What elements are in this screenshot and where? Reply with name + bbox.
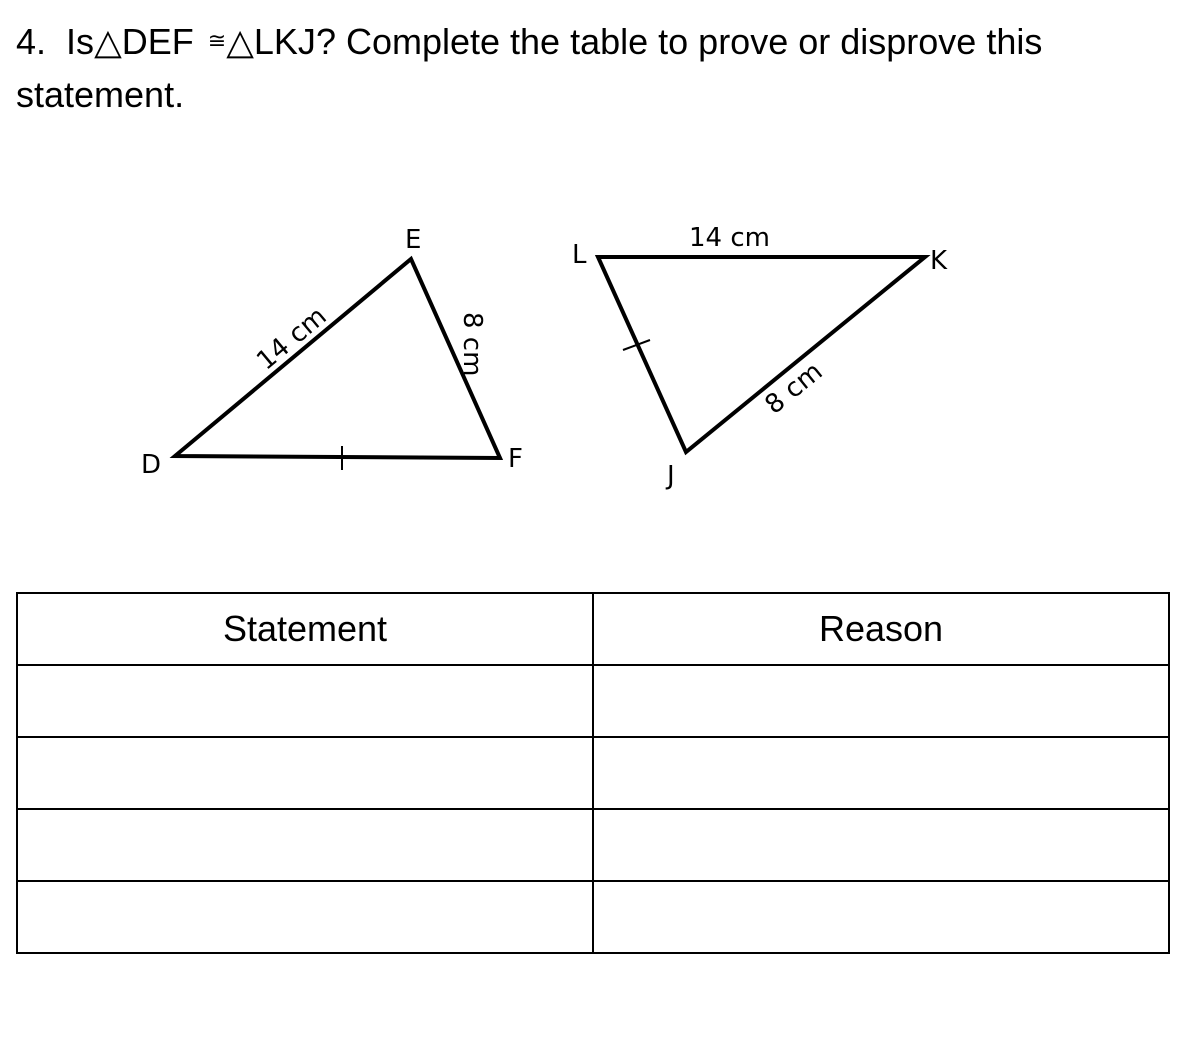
question-number: 4.	[16, 21, 47, 62]
statement-cell[interactable]	[17, 737, 593, 809]
table-header-row	[17, 593, 1169, 665]
side-de-measure: 14 cm	[251, 301, 333, 377]
table-row	[17, 665, 1169, 737]
statement-cell[interactable]	[17, 665, 593, 737]
triangle-def-name: DEF	[121, 21, 194, 62]
triangle-lkj-name: LKJ	[253, 21, 316, 62]
triangle-lkj-shape	[598, 257, 925, 452]
table-row	[17, 737, 1169, 809]
triangle-symbol-icon: △	[94, 21, 122, 62]
reason-cell[interactable]	[593, 665, 1169, 737]
triangle-def	[141, 225, 523, 480]
statement-cell[interactable]	[17, 881, 593, 953]
side-lk-measure: 14 cm	[689, 223, 770, 253]
proof-table	[16, 592, 1170, 954]
question-rest: ? Complete the table to prove or disprove this	[315, 21, 1043, 62]
question-line-2: statement.	[16, 74, 185, 115]
reason-header: Reason	[593, 593, 1169, 665]
vertex-l-label: L	[572, 240, 587, 270]
triangle-def-shape	[175, 259, 500, 458]
statement-cell[interactable]	[17, 809, 593, 881]
vertex-e-label: E	[405, 225, 422, 255]
triangle-symbol-icon: △	[226, 21, 254, 62]
reason-cell[interactable]	[593, 737, 1169, 809]
vertex-j-label: J	[667, 461, 675, 491]
vertex-d-label: D	[141, 450, 162, 480]
side-ef-measure: 8 cm	[457, 312, 487, 377]
side-jk-measure: 8 cm	[759, 356, 829, 421]
vertex-f-label: F	[508, 444, 523, 474]
table-row	[17, 809, 1169, 881]
statement-header: Statement	[17, 593, 593, 665]
congruent-symbol-icon: ≅	[207, 28, 227, 53]
vertex-k-label: K	[930, 246, 948, 276]
question-prefix: Is	[66, 21, 95, 62]
reason-cell[interactable]	[593, 809, 1169, 881]
triangle-lkj	[572, 223, 948, 491]
reason-cell[interactable]	[593, 881, 1169, 953]
table-row	[17, 881, 1169, 953]
